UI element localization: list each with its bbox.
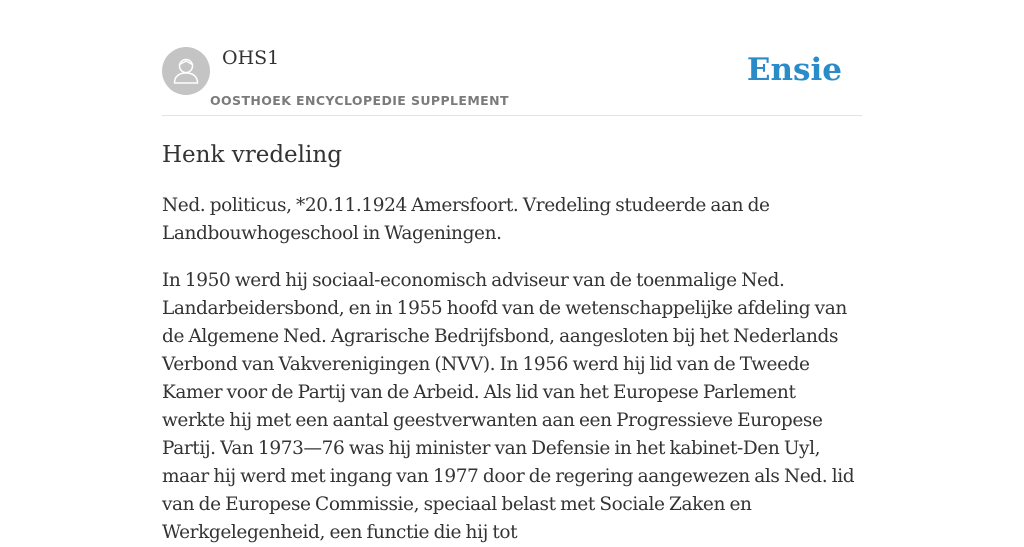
source-label[interactable]: OOSTHOEK ENCYCLOPEDIE SUPPLEMENT	[210, 93, 509, 108]
article-paragraph: Ned. politicus, *20.11.1924 Amersfoort. Vredeling studeerde aan de Landbouwhogeschool in Wageningen.	[162, 195, 770, 244]
article	[162, 138, 862, 547]
page-header	[162, 0, 862, 116]
ensie-logo[interactable]: Ensie	[746, 52, 842, 88]
article-title: Henk vredeling	[162, 142, 342, 168]
user-avatar-icon[interactable]	[162, 47, 210, 95]
author-username[interactable]: OHS1	[222, 47, 280, 69]
article-paragraph: In 1950 werd hij sociaal-economisch adviseur van de toenmalige Ned. Landarbeidersbond, en in 1955 hoofd van de wetenschappelijke afdeling van de Algemene Ned. Agrarische Bedrijfsbond, aangesloten bij het Nederlands Verbond van Vakverenigingen (NVV). In 1956 werd hij lid van de Tweede Kamer voor de Partij van de Arbeid. Als lid van het Europese Parlement werkte hij met een aantal geestverwanten aan een Progressieve Europese Partij. Van 1973—76 was hij minister van Defensie in het kabinet-Den Uyl, maar hij werd met ingang van 1977 door de regering aangewezen als Ned. lid van de Europese Commissie, speciaal belast met Sociale Zaken en Werkgelegenheid, een functie die hij tot	[162, 270, 855, 543]
